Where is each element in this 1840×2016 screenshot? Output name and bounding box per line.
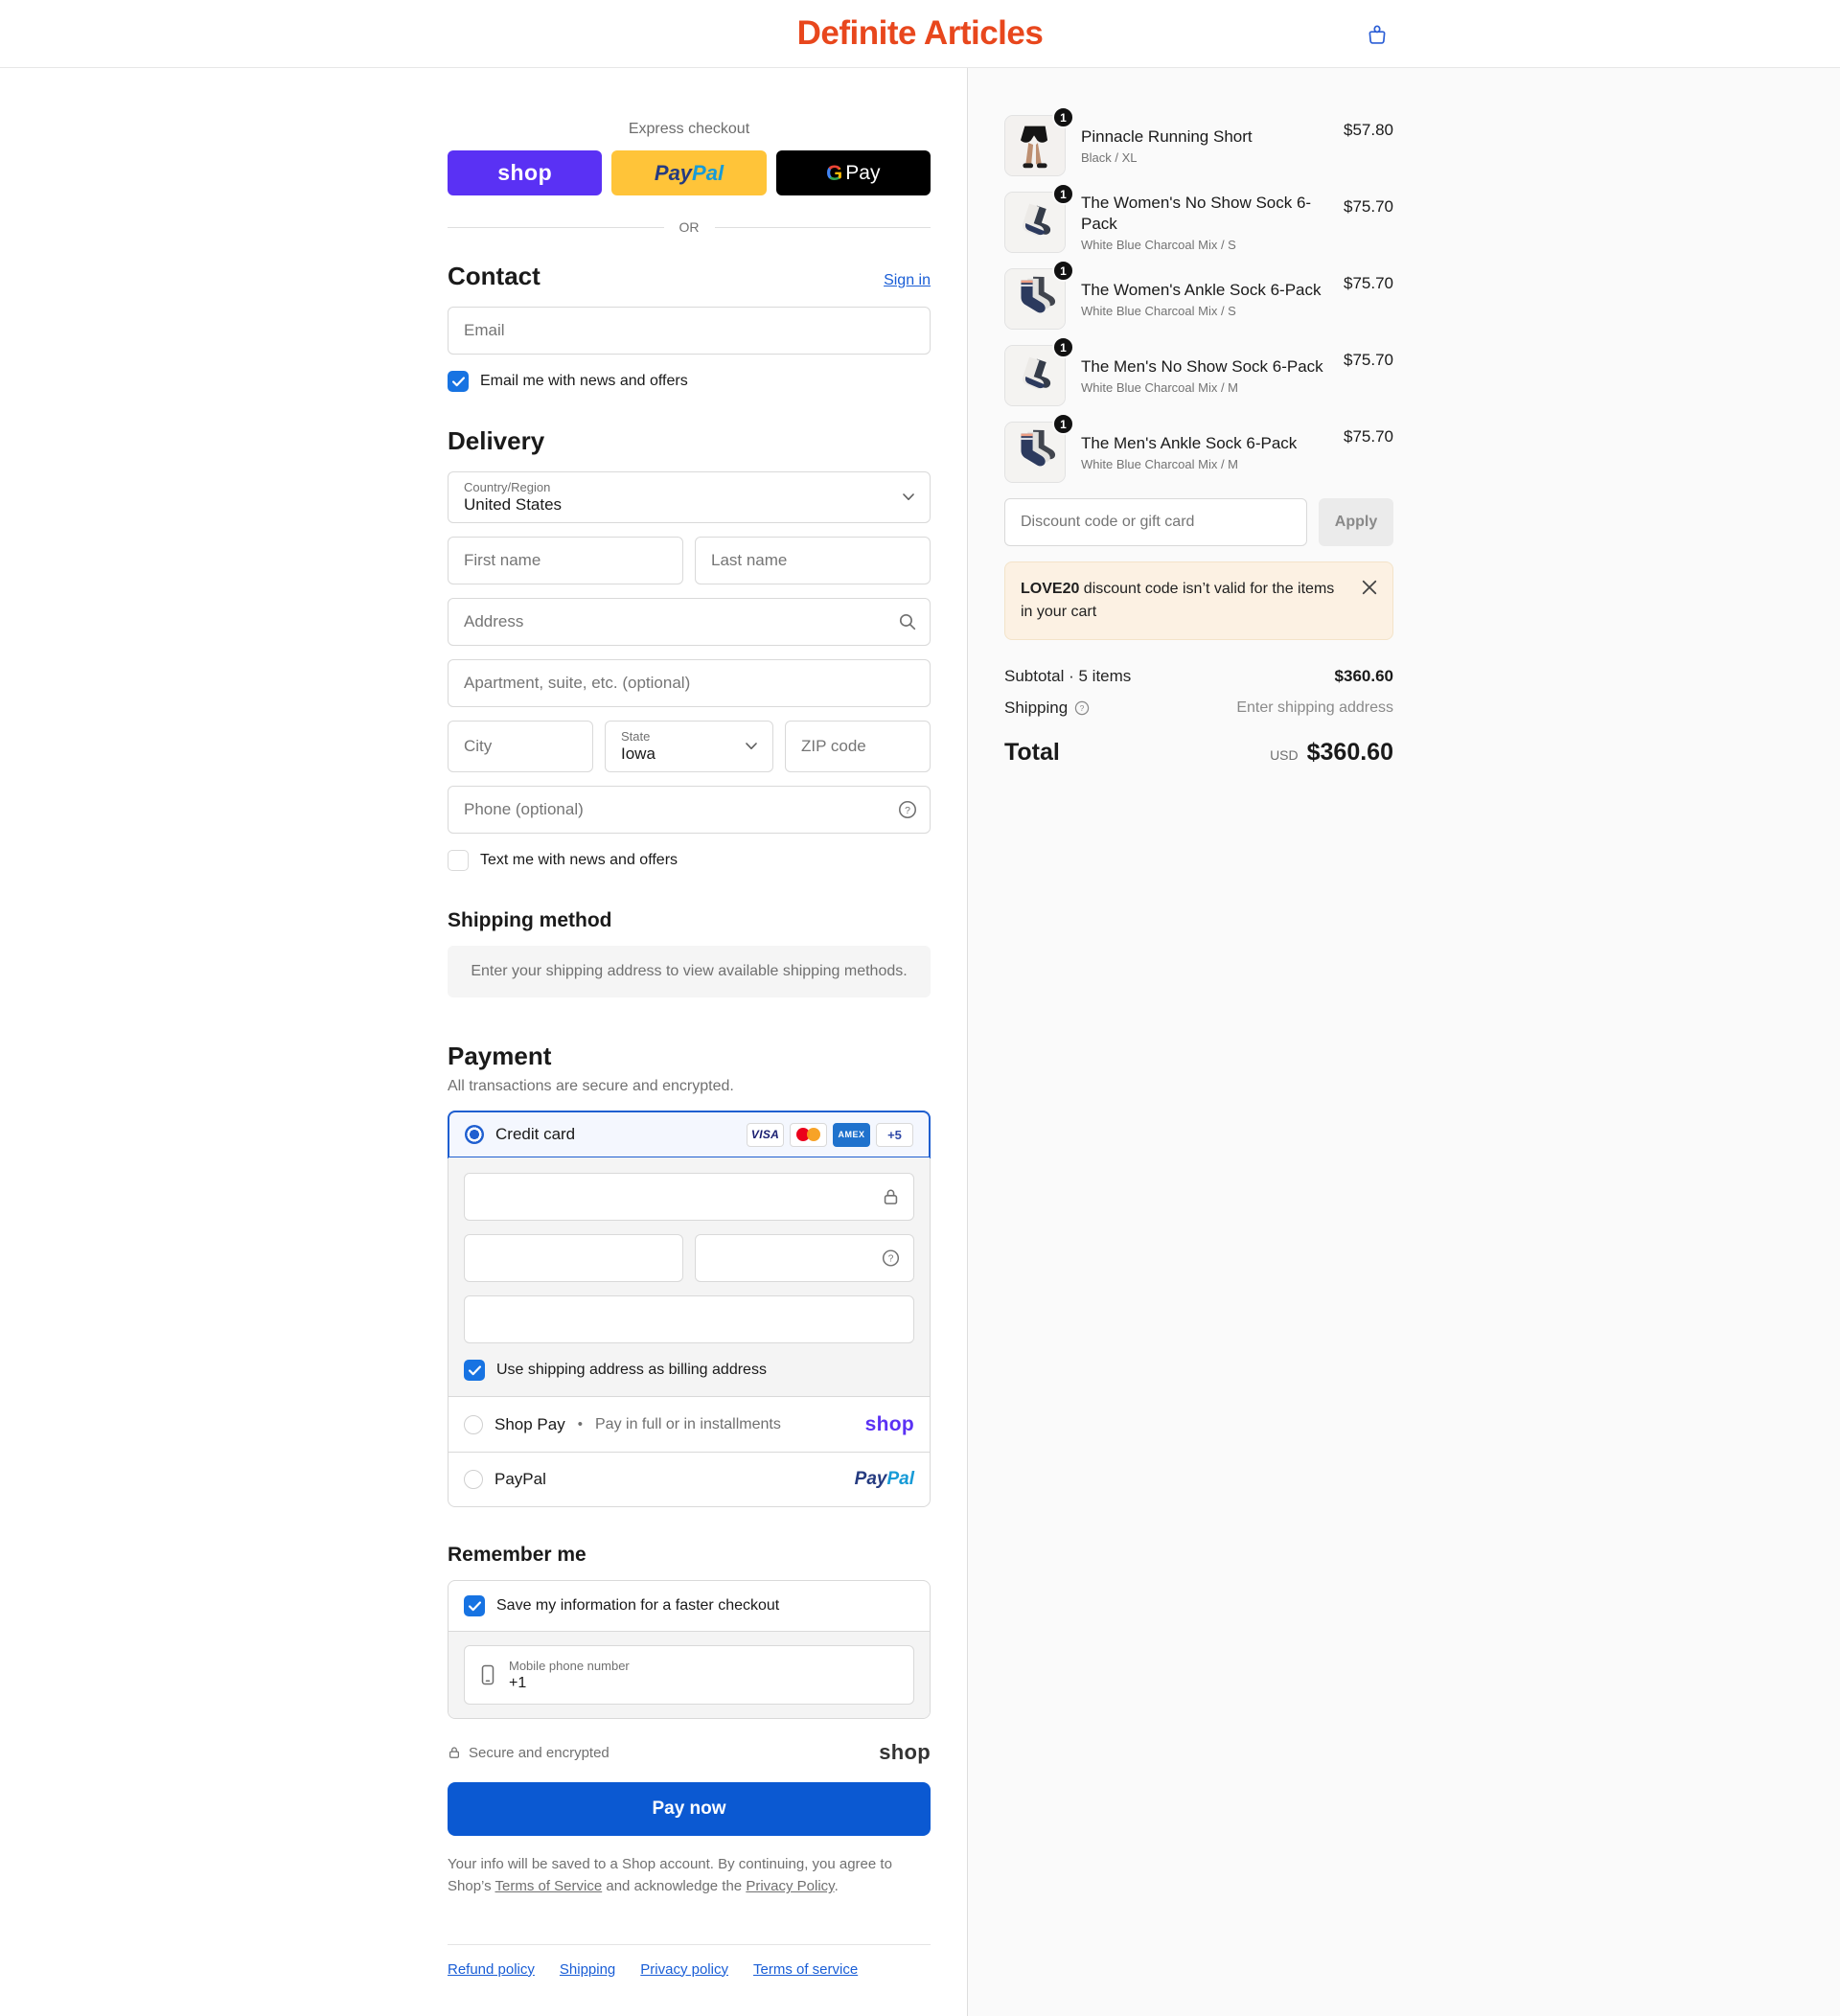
- footer-link-1[interactable]: Shipping: [559, 1960, 616, 1978]
- product-thumbnail: [1004, 417, 1067, 483]
- product-price: $75.70: [1344, 274, 1393, 292]
- last-name-input[interactable]: [695, 537, 931, 584]
- shipping-method-title: Shipping method: [448, 909, 612, 931]
- shipping-value: Enter shipping address: [1236, 699, 1393, 716]
- google-pay-express-button[interactable]: G Pay: [776, 150, 931, 195]
- payment-title: Payment: [448, 1042, 552, 1070]
- order-items: [1004, 110, 1393, 483]
- checkbox-checked-icon[interactable]: [464, 1595, 485, 1616]
- chevron-down-icon: [903, 493, 914, 501]
- paypal-logo: PayPal: [854, 1469, 914, 1489]
- product-price: $75.70: [1344, 197, 1393, 216]
- product-variant: White Blue Charcoal Mix / S: [1081, 304, 1236, 319]
- quantity-badge: 1: [1052, 260, 1074, 282]
- sms-newsletter-checkbox-row[interactable]: [448, 850, 931, 871]
- help-icon[interactable]: [898, 800, 917, 819]
- paypal-option[interactable]: [448, 1452, 930, 1506]
- cart-item: [1004, 110, 1393, 176]
- city-input[interactable]: [448, 721, 593, 772]
- checkout-form-column: [0, 68, 967, 2016]
- product-variant: Black / XL: [1081, 150, 1138, 166]
- checkbox-checked-icon[interactable]: [448, 371, 469, 392]
- product-variant: White Blue Charcoal Mix / M: [1081, 457, 1238, 472]
- lock-icon: [448, 1746, 461, 1759]
- contact-title: Contact: [448, 262, 540, 290]
- card-expiry-input[interactable]: [464, 1234, 683, 1282]
- total-label: Total: [1004, 739, 1060, 766]
- shop-pay-label: Shop Pay: [494, 1414, 565, 1433]
- shipping-label: Shipping: [1004, 699, 1069, 717]
- product-name: The Men's Ankle Sock 6-Pack: [1081, 433, 1298, 452]
- footer-links: [448, 1961, 931, 1978]
- card-brand-badges: [747, 1123, 913, 1147]
- mastercard-badge: [790, 1123, 827, 1147]
- product-variant: White Blue Charcoal Mix / S: [1081, 237, 1236, 252]
- product-variant: White Blue Charcoal Mix / M: [1081, 380, 1238, 396]
- discount-code-input[interactable]: [1004, 498, 1307, 546]
- radio-unselected-icon[interactable]: [464, 1415, 483, 1434]
- quantity-badge: 1: [1052, 183, 1074, 205]
- express-checkout-buttons: [448, 150, 931, 195]
- product-name: The Women's Ankle Sock 6-Pack: [1081, 280, 1322, 299]
- footer-link-3[interactable]: Terms of service: [752, 1960, 859, 1978]
- first-name-input[interactable]: [448, 537, 683, 584]
- phone-input[interactable]: [448, 786, 931, 834]
- save-info-checkbox-row[interactable]: [448, 1581, 930, 1631]
- credit-card-label: Credit card: [495, 1125, 576, 1143]
- shipping-method-empty-message: Enter your shipping address to view available shipping methods.: [448, 946, 931, 997]
- product-thumbnail: [1004, 187, 1067, 253]
- product-price: $75.70: [1344, 351, 1393, 369]
- zip-input[interactable]: [785, 721, 931, 772]
- footer-link-2[interactable]: Privacy policy: [640, 1960, 728, 1978]
- quantity-badge: 1: [1052, 336, 1074, 358]
- cart-bag-icon[interactable]: [1365, 22, 1390, 47]
- apply-discount-button[interactable]: Apply: [1319, 498, 1393, 546]
- remember-me-box: [448, 1580, 931, 1719]
- google-g-icon: G: [826, 160, 843, 185]
- email-newsletter-label: Email me with news and offers: [480, 373, 688, 389]
- product-thumbnail: [1004, 110, 1067, 176]
- order-summary-column: [967, 68, 1840, 2016]
- checkbox-unchecked-icon[interactable]: [448, 850, 469, 871]
- email-input[interactable]: [448, 307, 931, 355]
- pay-now-button[interactable]: Pay now: [448, 1782, 931, 1836]
- quantity-badge: 1: [1052, 106, 1074, 128]
- product-name: The Men's No Show Sock 6-Pack: [1081, 356, 1323, 376]
- svg-text:?: ?: [1079, 703, 1085, 714]
- footer-divider: [448, 1944, 931, 1945]
- chevron-down-icon: [746, 743, 757, 750]
- billing-address-label: Use shipping address as billing address: [496, 1362, 767, 1378]
- save-info-label: Save my information for a faster checkout: [496, 1597, 780, 1614]
- radio-selected-icon[interactable]: [465, 1125, 484, 1144]
- apartment-input[interactable]: [448, 659, 931, 707]
- radio-unselected-icon[interactable]: [464, 1470, 483, 1489]
- product-thumbnail: [1004, 340, 1067, 406]
- paypal-express-button[interactable]: Pay Pal: [611, 150, 766, 195]
- country-label: Country/Region: [464, 479, 551, 494]
- lock-icon: [882, 1188, 900, 1206]
- card-cvv-input[interactable]: [695, 1234, 914, 1282]
- or-divider: OR: [448, 219, 931, 235]
- country-select[interactable]: [448, 471, 931, 523]
- search-icon: [898, 612, 917, 631]
- state-label: State: [621, 728, 651, 744]
- sms-newsletter-label: Text me with news and offers: [480, 852, 678, 868]
- store-logo[interactable]: Definite Articles: [796, 14, 1044, 52]
- help-icon[interactable]: [1074, 700, 1090, 716]
- cart-item: [1004, 263, 1393, 330]
- product-name: Pinnacle Running Short: [1081, 126, 1253, 146]
- state-select[interactable]: [605, 721, 773, 772]
- delivery-title: Delivery: [448, 426, 545, 455]
- product-thumbnail: [1004, 263, 1067, 330]
- payment-subtitle: All transactions are secure and encrypted.: [448, 1078, 734, 1094]
- shop-terms-link[interactable]: Terms of Service: [494, 1878, 603, 1895]
- state-value: Iowa: [621, 745, 656, 764]
- card-name-input[interactable]: [464, 1295, 914, 1343]
- product-price: $75.70: [1344, 427, 1393, 446]
- product-name: The Women's No Show Sock 6-Pack: [1081, 194, 1312, 233]
- subtotal-label: Subtotal · 5 items: [1004, 667, 1132, 685]
- terms-text: Your info will be saved to a Shop account. By continuing, you agree to Shop’s Terms of Service and acknowledge the Privacy Policy.: [448, 1856, 892, 1895]
- cart-item: [1004, 417, 1393, 483]
- address-input[interactable]: [448, 598, 931, 646]
- header: [0, 0, 1840, 68]
- mobile-phone-icon: [478, 1664, 497, 1685]
- shop-logo-dark: shop: [879, 1740, 931, 1764]
- total-value: $360.60: [1306, 739, 1393, 766]
- checkbox-checked-icon[interactable]: [464, 1360, 485, 1381]
- visa-badge: VISA: [747, 1123, 784, 1147]
- amex-badge: AMEX: [833, 1123, 870, 1147]
- svg-text:?: ?: [905, 804, 910, 816]
- svg-text:?: ?: [887, 1253, 894, 1265]
- shop-pay-express-button[interactable]: shop: [448, 150, 602, 195]
- currency-code: USD: [1270, 747, 1299, 763]
- express-checkout-label: Express checkout: [628, 121, 750, 137]
- totals-section: [1004, 667, 1393, 767]
- secure-note: Secure and encrypted: [469, 1744, 610, 1761]
- cart-item: [1004, 187, 1393, 253]
- shop-pay-detail: Pay in full or in installments: [595, 1415, 781, 1432]
- billing-address-checkbox-row[interactable]: [464, 1360, 914, 1381]
- paypal-label: PayPal: [494, 1470, 546, 1488]
- cart-item: [1004, 340, 1393, 406]
- more-cards-badge: +5: [876, 1123, 913, 1147]
- mobile-phone-field[interactable]: [464, 1645, 914, 1705]
- footer-link-0[interactable]: Refund policy: [448, 1960, 535, 1978]
- discount-warning-text: LOVE20 discount code isn’t valid for the items in your cart: [1021, 581, 1335, 620]
- subtotal-value: $360.60: [1334, 667, 1393, 685]
- product-price: $57.80: [1344, 121, 1393, 139]
- email-newsletter-checkbox-row[interactable]: [448, 371, 931, 392]
- payment-methods-group: [448, 1111, 931, 1507]
- sign-in-link[interactable]: Sign in: [884, 272, 931, 288]
- discount-warning-banner: [1004, 561, 1393, 640]
- remember-me-title: Remember me: [448, 1544, 586, 1566]
- credit-card-option[interactable]: [448, 1111, 931, 1158]
- quantity-badge: 1: [1052, 413, 1074, 435]
- shop-pay-option[interactable]: Shop Pay • Pay in full or in installments shop: [448, 1397, 930, 1452]
- shop-logo: shop: [864, 1412, 914, 1435]
- card-number-input[interactable]: [464, 1173, 914, 1221]
- mobile-phone-label: Mobile phone number: [509, 1658, 630, 1673]
- country-value: United States: [464, 495, 563, 515]
- shop-privacy-link[interactable]: Privacy Policy: [746, 1878, 835, 1895]
- credit-card-fields: [448, 1157, 930, 1397]
- close-icon[interactable]: [1362, 580, 1377, 595]
- help-icon[interactable]: [882, 1249, 900, 1268]
- discount-row: [1004, 498, 1393, 546]
- mobile-phone-input[interactable]: [509, 1675, 900, 1692]
